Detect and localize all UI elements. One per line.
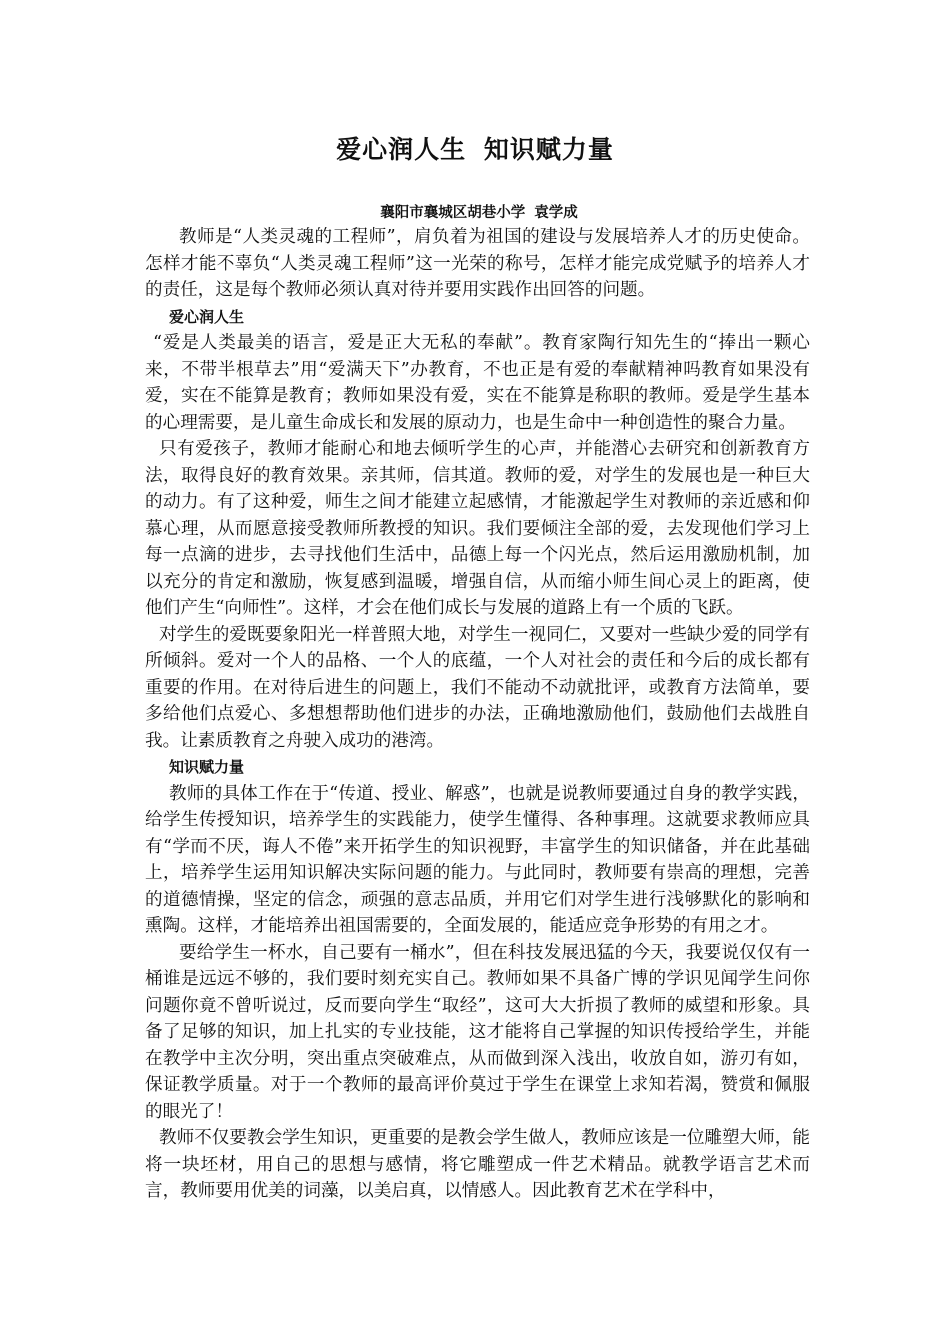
document-body bbox=[145, 224, 810, 1205]
intro-paragraph: 教师是“人类灵魂的工程师”，肩负着为祖国的建设与发展培养人才的历史使命。怎样才能不辜负“人类灵魂工程师”这一光荣的称号，怎样才能完成党赋予的培养人才的责任，这是每个教师必须认真对待并要用实践作出回答的问题。 bbox=[145, 227, 810, 300]
body-paragraph: 只有爱孩子，教师才能耐心和地去倾听学生的心声，并能潜心去研究和创新教育方法，取得良好的教育效果。亲其师，信其道。教师的爱，对学生的发展也是一种巨大的动力。有了这种爱，师生之间才能建立起感情，才能激起学生对教师的亲近感和仰慕心理，从而愿意接受教师所教授的知识。我们要倾注全部的爱，去发现他们学习上每一点滴的进步，去寻找他们生活中，品德上每一个闪光点，然后运用激励机制，加以充分的肯定和激励，恢复感到温暖，增强自信，从而缩小师生间心灵上的距离，使他们产生“向师性”。这样，才会在他们成长与发展的道路上有一个质的飞跃。 bbox=[145, 439, 810, 618]
body-paragraph: “爱是人类最美的语言，爱是正大无私的奉献”。教育家陶行知先生的“捧出一颗心来，不带半根草去”用“爱满天下”办教育，不也正是有爱的奉献精神吗教育如果没有爱，实在不能算是教育；教师如果没有爱，实在不能算是称职的教师。爱是学生基本的心理需要，是儿童生命成长和发展的原动力，也是生命中一种创造性的聚合力量。 bbox=[145, 333, 810, 433]
body-paragraph: 教师的具体工作在于“传道、授业、解惑”，也就是说教师要通过自身的教学实践，给学生传授知识，培养学生的实践能力，使学生懂得、各种事理。这就要求教师应具有“学而不厌，诲人不倦”来开拓学生的知识视野，丰富学生的知识储备，并在此基础上，培养学生运用知识解决实际问题的能力。与此同时，教师要有崇高的理想，完善的道德情操，坚定的信念，顽强的意志品质，并用它们对学生进行浅够默化的影响和熏陶。这样，才能培养出祖国需要的，全面发展的，能适应竞争形势的有用之才。 bbox=[145, 783, 810, 936]
body-paragraph: 对学生的爱既要象阳光一样普照大地，对学生一视同仁，又要对一些缺少爱的同学有所倾斜。爱对一个人的品格、一个人的底蕴，一个人对社会的责任和今后的成长都有重要的作用。在对待后进生的问题上，我们不能动不动就批评，或教育方法简单，要多给他们点爱心、多想想帮助他们进步的办法，正确地激励他们，鼓励他们去战胜自我。让素质教育之舟驶入成功的港湾。 bbox=[145, 624, 810, 751]
author-line: 襄阳市襄城区胡巷小学 袁学成 bbox=[380, 205, 578, 221]
section-heading-love: 爱心润人生 bbox=[169, 307, 245, 326]
section-heading-knowledge: 知识赋力量 bbox=[169, 758, 245, 776]
document-title: 爱心润人生 知识赋力量 bbox=[336, 135, 614, 164]
body-paragraph: 要给学生一杯水，自己要有一桶水”，但在科技发展迅猛的今天，我要说仅仅有一桶谁是远远不够的，我们要时刻充实自己。教师如果不具备广博的学识见闻学生问你问题你竟不曾听说过，反而要向学生“取经”，这可大大折损了教师的威望和形象。具备了足够的知识，加上扎实的专业技能，这才能将自己掌握的知识传授给学生，并能在教学中主次分明，突出重点突破难点，从而做到深入浅出，收放自如，游刃有如，保证教学质量。对于一个教师的最高评价莫过于学生在课堂上求知若渴，赞赏和佩服的眼光了！ bbox=[145, 942, 810, 1122]
body-paragraph: 教师不仅要教会学生知识，更重要的是教会学生做人，教师应该是一位雕塑大师，能将一块坯材，用自己的思想与感情，将它雕塑成一件艺术精品。就教学语言艺术而言，教师要用优美的词藻，以美启真，以情感人。因此教育艺术在学科中， bbox=[145, 1128, 810, 1201]
